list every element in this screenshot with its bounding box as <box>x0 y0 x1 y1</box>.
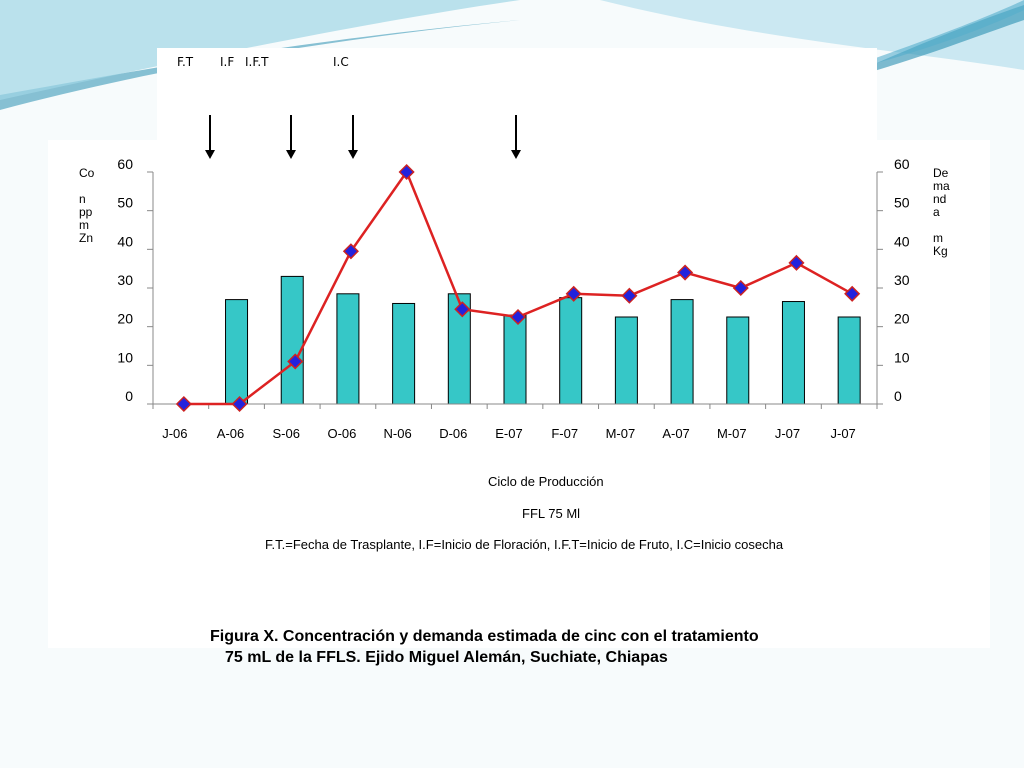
event-arrow-head-2 <box>348 150 358 159</box>
right-tick-label-6: 60 <box>894 156 910 172</box>
right-tick-label-5: 50 <box>894 194 910 211</box>
x-tick-label-8: M-07 <box>605 426 636 441</box>
x-tick-label-3: O-06 <box>327 426 357 441</box>
bar-3 <box>337 294 359 404</box>
legend-note: F.T.=Fecha de Trasplante, I.F=Inicio de Floración, I.F.T=Inicio de Fruto, I.C=Inicio cosecha <box>265 537 784 552</box>
bar-6 <box>504 315 526 404</box>
bar-2 <box>281 276 303 404</box>
bar-12 <box>838 317 860 404</box>
left-tick-label-2: 20 <box>117 310 133 327</box>
demand-marker-10 <box>734 281 748 295</box>
bar-7 <box>560 298 582 404</box>
demand-marker-0 <box>177 397 191 411</box>
right-axis-title: De ma nd a m Kg <box>933 166 950 258</box>
event-arrow-head-1 <box>286 150 296 159</box>
x-tick-label-9: A-07 <box>662 426 690 441</box>
x-tick-label-6: E-07 <box>495 426 523 441</box>
left-tick-label-4: 40 <box>117 233 133 250</box>
demand-marker-11 <box>789 256 803 270</box>
annotation-ft: F.T <box>177 55 194 69</box>
bar-11 <box>782 302 804 404</box>
annotation-ift: I.F.T <box>245 55 269 69</box>
annotation-ic: I.C <box>333 55 349 69</box>
x-tick-label-1: A-06 <box>216 426 245 441</box>
figure-caption <box>210 626 830 668</box>
bar-1 <box>226 300 248 404</box>
chart-subtitle: FFL 75 Ml <box>522 506 581 521</box>
x-tick-label-7: F-07 <box>551 426 579 441</box>
bars-layer <box>226 276 861 404</box>
right-tick-label-1: 10 <box>894 349 910 366</box>
bar-10 <box>727 317 749 404</box>
event-arrow-head-0 <box>205 150 215 159</box>
left-axis-title: Co n pp m Zn <box>79 166 95 245</box>
right-tick-label-3: 30 <box>894 272 910 288</box>
x-tick-label-12: J-07 <box>830 426 856 441</box>
event-arrow-head-3 <box>511 150 521 159</box>
demand-marker-12 <box>845 287 859 301</box>
bar-4 <box>393 303 415 404</box>
figure-caption-line-2: 75 mL de la FFLS. Ejido Miguel Alemán, Suchiate, Chiapas <box>225 649 668 666</box>
left-tick-label-6: 60 <box>117 156 133 172</box>
left-tick-label-3: 30 <box>117 272 133 288</box>
demand-marker-8 <box>622 289 636 303</box>
left-tick-label-0: 0 <box>125 388 133 404</box>
annotation-if: I.F <box>220 55 235 69</box>
x-tick-label-5: D-06 <box>439 426 468 441</box>
x-tick-label-10: M-07 <box>716 426 747 441</box>
right-tick-label-4: 40 <box>894 233 910 250</box>
x-tick-label-2: S-06 <box>272 426 300 441</box>
right-tick-label-2: 20 <box>894 310 910 327</box>
right-tick-label-0: 0 <box>894 388 902 404</box>
demand-marker-9 <box>678 266 692 280</box>
left-tick-label-5: 50 <box>117 194 133 211</box>
figure-caption-line-1: Figura X. Concentración y demanda estimada de cinc con el tratamiento <box>210 628 759 645</box>
x-tick-label-11: J-07 <box>774 426 801 441</box>
left-tick-label-1: 10 <box>117 349 133 366</box>
event-arrows-layer <box>205 115 521 159</box>
x-tick-label-0: J-06 <box>162 426 188 441</box>
x-axis-title: Ciclo de Producción <box>488 474 604 489</box>
x-tick-label-4: N-06 <box>383 426 412 441</box>
bar-8 <box>615 317 637 404</box>
bar-9 <box>671 300 693 404</box>
